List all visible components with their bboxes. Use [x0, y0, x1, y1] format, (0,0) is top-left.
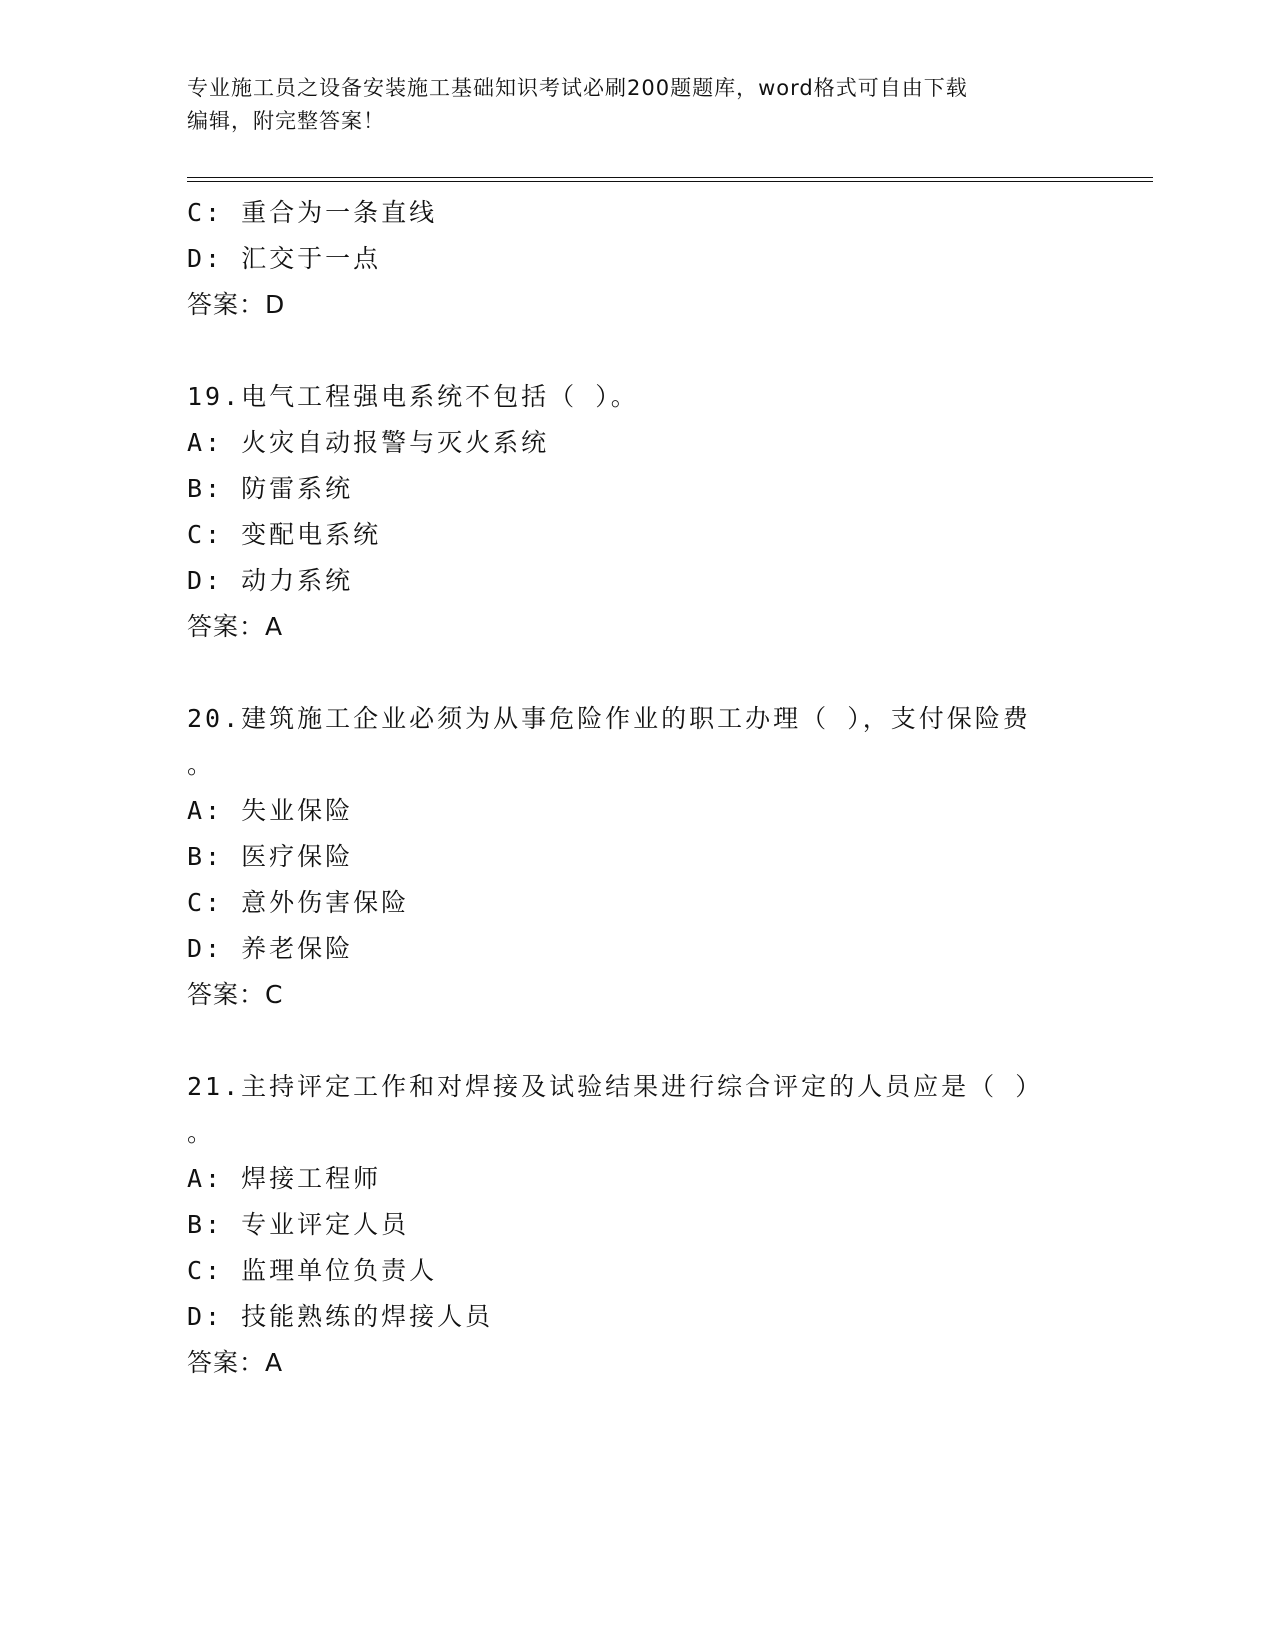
option-c: C: 监理单位负责人 — [187, 1256, 438, 1285]
header-title-line-2: 编辑，附完整答案！ — [187, 109, 385, 133]
option-d: D: 技能熟练的焊接人员 — [187, 1302, 494, 1331]
question-text-continuation: 。 — [187, 750, 213, 779]
header-divider-top — [187, 177, 1153, 178]
question-text-continuation: 。 — [187, 1118, 213, 1147]
header-title-line-1: 专业施工员之设备安装施工基础知识考试必刷200题题库，word格式可自由下载 — [187, 76, 968, 100]
answer: 答案：A — [187, 1348, 284, 1377]
option-d: D: 汇交于一点 — [187, 244, 382, 273]
question-text: 20.建筑施工企业必须为从事危险作业的职工办理（ ），支付保险费 — [187, 704, 1031, 733]
question-20 — [187, 696, 1137, 1018]
option-b: B: 防雷系统 — [187, 474, 354, 503]
document-header — [187, 72, 1087, 138]
option-b: B: 医疗保险 — [187, 842, 354, 871]
answer: 答案：D — [187, 290, 286, 319]
spacer — [187, 650, 1137, 696]
question-text: 21.主持评定工作和对焊接及试验结果进行综合评定的人员应是（ ） — [187, 1072, 1044, 1101]
option-c: C: 重合为一条直线 — [187, 198, 438, 227]
header-divider-bottom — [187, 181, 1153, 182]
spacer — [187, 1018, 1137, 1064]
answer: 答案：A — [187, 612, 284, 641]
option-c: C: 变配电系统 — [187, 520, 382, 549]
option-d: D: 动力系统 — [187, 566, 354, 595]
question-21 — [187, 1064, 1137, 1386]
question-19 — [187, 374, 1137, 650]
option-d: D: 养老保险 — [187, 934, 354, 963]
option-a: A: 火灾自动报警与灭火系统 — [187, 428, 550, 457]
answer: 答案：C — [187, 980, 284, 1009]
option-a: A: 失业保险 — [187, 796, 354, 825]
spacer — [187, 328, 1137, 374]
question-text: 19.电气工程强电系统不包括（ ）。 — [187, 382, 639, 411]
option-c: C: 意外伤害保险 — [187, 888, 410, 917]
option-b: B: 专业评定人员 — [187, 1210, 410, 1239]
prev-question — [187, 190, 1137, 328]
option-a: A: 焊接工程师 — [187, 1164, 382, 1193]
question-list — [187, 190, 1137, 1386]
